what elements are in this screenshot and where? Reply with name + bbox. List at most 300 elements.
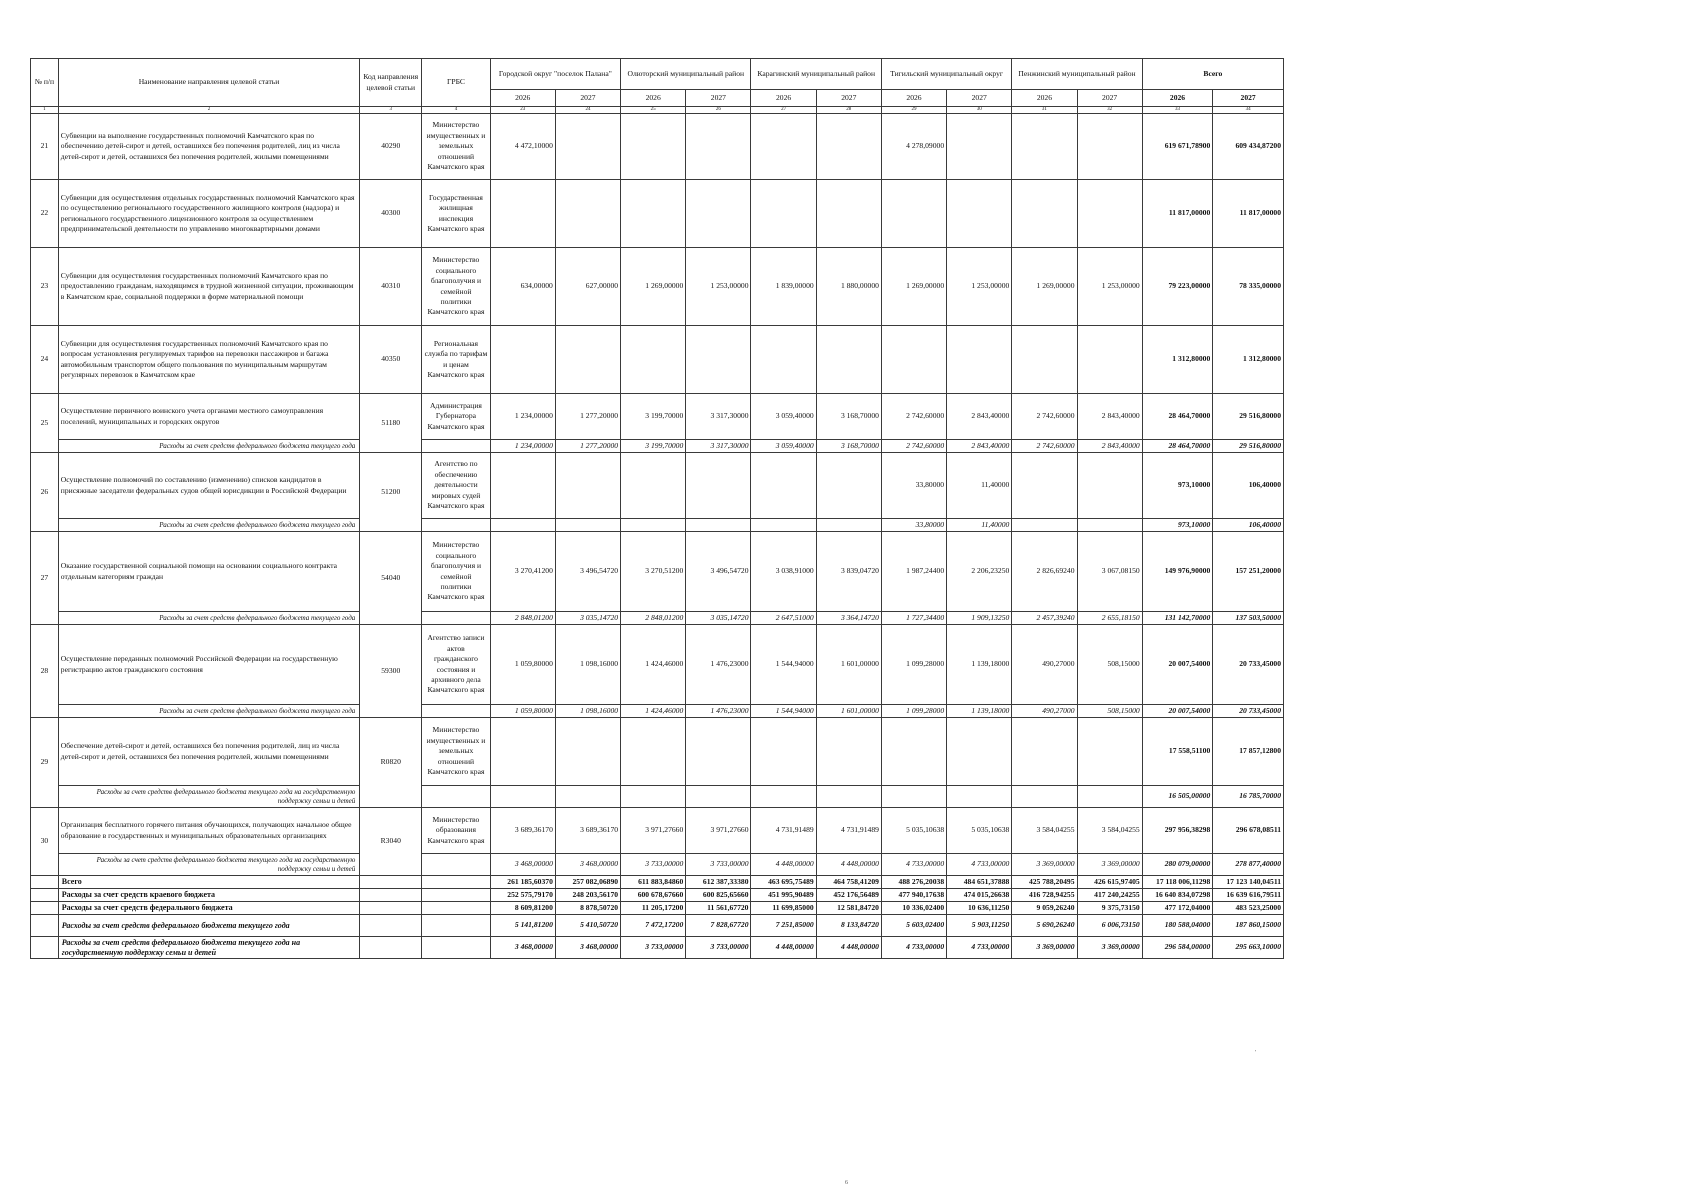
total-value-cell: 452 176,56489 (816, 889, 881, 902)
total-value-cell: 180 588,04000 (1142, 915, 1213, 937)
total-value-cell: 16 640 834,07298 (1142, 889, 1213, 902)
subtotal-value-cell: 1 601,00000 (816, 705, 881, 718)
value-cell (816, 326, 881, 394)
subtotal-value-cell: 20 733,45000 (1213, 705, 1284, 718)
subtotal-value-cell: 2 843,40000 (1077, 440, 1142, 453)
subtotal-value-cell (490, 519, 555, 532)
row-grbs: Региональная служба по тарифам и ценам Камчатского края (422, 326, 490, 394)
column-index-cell: 26 (686, 107, 751, 114)
row-code: 51200 (360, 453, 422, 532)
row-number: 25 (31, 394, 59, 453)
value-cell (947, 114, 1012, 180)
value-cell: 1 253,00000 (1077, 248, 1142, 326)
total-value-cell: 187 860,15000 (1213, 915, 1284, 937)
subtotal-value-cell: 3 035,14720 (686, 612, 751, 625)
total-value-cell: 252 575,79170 (490, 889, 555, 902)
total-value-cell: 295 663,10000 (1213, 937, 1284, 959)
total-value-cell: 4 448,00000 (751, 937, 816, 959)
row-description: Субвенции для осуществления государственных полномочий Камчатского края по вопросам установления регулируемых тарифов на перевозки пассажиров и багажа автомобильным транспортом общего пользования по муниципальным маршрутам регулярных перевозок в Камчатском крае (58, 326, 359, 394)
subtotal-row (31, 440, 1284, 453)
total-row (31, 889, 1284, 902)
subtotal-value-cell: 3 199,70000 (621, 440, 686, 453)
subtotal-value-cell: 33,80000 (881, 519, 946, 532)
value-cell: 1 839,00000 (751, 248, 816, 326)
value-cell (947, 180, 1012, 248)
subtotal-value-cell: 1 544,94000 (751, 705, 816, 718)
value-cell: 3 584,04255 (1077, 808, 1142, 854)
subtotal-grbs (422, 612, 490, 625)
value-cell (686, 326, 751, 394)
value-cell: 1 880,00000 (816, 248, 881, 326)
total-value-cell: 477 172,04000 (1142, 902, 1213, 915)
total-empty-cell (31, 915, 59, 937)
total-empty-cell (422, 902, 490, 915)
total-value-cell: 4 733,00000 (947, 937, 1012, 959)
value-cell: 5 035,10638 (947, 808, 1012, 854)
value-cell: 3 168,70000 (816, 394, 881, 440)
value-cell (1077, 718, 1142, 786)
value-cell: 11,40000 (947, 453, 1012, 519)
row-description: Субвенции для осуществления отдельных государственных полномочий Камчатского края по осуществлению регионального государственного жилищного контроля (надзора) и регионального государственного лицензионного контроля за осуществлением предпринимательской деятельности по управлению многоквартирными домами (58, 180, 359, 248)
column-index-cell: 34 (1213, 107, 1284, 114)
total-value-cell: 484 651,37888 (947, 876, 1012, 889)
group-header-penzhinsky: Пенжинский муниципальный район (1012, 59, 1142, 90)
total-empty-cell (360, 937, 422, 959)
value-cell (816, 180, 881, 248)
total-value-cell: 3 468,00000 (555, 937, 620, 959)
value-cell: 5 035,10638 (881, 808, 946, 854)
column-index-cell: 25 (621, 107, 686, 114)
value-cell: 3 317,30000 (686, 394, 751, 440)
row-grbs: Агентство по обеспечению деятельности мировых судей Камчатского края (422, 453, 490, 519)
value-cell: 4 472,10000 (490, 114, 555, 180)
column-index-cell: 1 (31, 107, 59, 114)
column-index-cell: 30 (947, 107, 1012, 114)
value-cell: 3 496,54720 (686, 532, 751, 612)
total-value-cell: 257 082,06890 (555, 876, 620, 889)
year-header: 2027 (1213, 90, 1284, 107)
subtotal-value-cell (947, 786, 1012, 808)
value-cell: 3 270,41200 (490, 532, 555, 612)
subtotal-grbs (422, 440, 490, 453)
value-cell (490, 180, 555, 248)
table-row (31, 625, 1284, 705)
value-cell: 33,80000 (881, 453, 946, 519)
total-row (31, 915, 1284, 937)
subtotal-value-cell: 1 059,80000 (490, 705, 555, 718)
value-cell (881, 180, 946, 248)
row-number: 21 (31, 114, 59, 180)
row-grbs: Агентство записи актов гражданского состояния и архивного дела Камчатского края (422, 625, 490, 705)
year-header: 2027 (816, 90, 881, 107)
value-cell: 1 312,80000 (1142, 326, 1213, 394)
value-cell (751, 718, 816, 786)
year-header: 2027 (686, 90, 751, 107)
group-header-total: Всего (1142, 59, 1283, 90)
value-cell: 1 234,00000 (490, 394, 555, 440)
row-description: Субвенции для осуществления государственных полномочий Камчатского края по предоставлению гражданам, находящимся в трудной жизненной ситуации, проживающим в Камчатском крае, социальной поддержки в форме материальной помощи (58, 248, 359, 326)
total-value-cell: 12 581,84720 (816, 902, 881, 915)
subtotal-row (31, 519, 1284, 532)
value-cell: 1 312,80000 (1213, 326, 1284, 394)
subtotal-value-cell: 3 369,00000 (1012, 854, 1077, 876)
total-value-cell: 600 825,65660 (686, 889, 751, 902)
group-header-tigilsky: Тигильский муниципальный округ (881, 59, 1011, 90)
total-value-cell: 11 561,67720 (686, 902, 751, 915)
subtotal-value-cell: 106,40000 (1213, 519, 1284, 532)
col-code-header: Код направления целевой статьи (360, 59, 422, 107)
value-cell: 2 843,40000 (947, 394, 1012, 440)
year-header: 2027 (555, 90, 620, 107)
subtotal-value-cell (1077, 786, 1142, 808)
table-row (31, 114, 1284, 180)
value-cell: 3 067,08150 (1077, 532, 1142, 612)
subtotal-value-cell: 3 733,00000 (621, 854, 686, 876)
subtotal-value-cell: 2 843,40000 (947, 440, 1012, 453)
total-empty-cell (31, 876, 59, 889)
total-value-cell: 3 369,00000 (1012, 937, 1077, 959)
total-empty-cell (360, 915, 422, 937)
value-cell (816, 718, 881, 786)
value-cell (1012, 718, 1077, 786)
subtotal-value-cell (751, 519, 816, 532)
value-cell (555, 718, 620, 786)
total-value-cell: 11 205,17200 (621, 902, 686, 915)
total-value-cell: 17 118 006,11298 (1142, 876, 1213, 889)
value-cell: 2 206,23250 (947, 532, 1012, 612)
total-value-cell: 483 523,25000 (1213, 902, 1284, 915)
year-header: 2026 (490, 90, 555, 107)
value-cell: 1 098,16000 (555, 625, 620, 705)
subtotal-row (31, 612, 1284, 625)
column-index-cell: 23 (490, 107, 555, 114)
value-cell (751, 453, 816, 519)
year-header: 2026 (1012, 90, 1077, 107)
subtotal-value-cell: 137 503,50000 (1213, 612, 1284, 625)
row-code: 51180 (360, 394, 422, 453)
subtotal-value-cell: 278 877,40000 (1213, 854, 1284, 876)
row-code: R0820 (360, 718, 422, 808)
year-header: 2026 (881, 90, 946, 107)
year-header: 2026 (751, 90, 816, 107)
subtotal-value-cell: 1 424,46000 (621, 705, 686, 718)
column-index-cell: 29 (881, 107, 946, 114)
year-header: 2026 (1142, 90, 1213, 107)
total-empty-cell (360, 889, 422, 902)
column-index-cell: 4 (422, 107, 490, 114)
value-cell: 4 731,91489 (751, 808, 816, 854)
subtotal-value-cell: 3 364,14720 (816, 612, 881, 625)
subtotal-label: Расходы за счет средств федерального бюджета текущего года на государственную поддержку семьи и детей (58, 854, 359, 876)
total-value-cell: 5 603,02400 (881, 915, 946, 937)
value-cell: 627,00000 (555, 248, 620, 326)
col-grbs-header: ГРБС (422, 59, 490, 107)
row-number: 23 (31, 248, 59, 326)
value-cell: 106,40000 (1213, 453, 1284, 519)
total-value-cell: 4 448,00000 (816, 937, 881, 959)
value-cell: 297 956,38298 (1142, 808, 1213, 854)
total-row (31, 937, 1284, 959)
col-name-header: Наименование направления целевой статьи (58, 59, 359, 107)
table-row (31, 453, 1284, 519)
subtotal-value-cell: 3 317,30000 (686, 440, 751, 453)
total-value-cell: 8 878,50720 (555, 902, 620, 915)
total-value-cell: 7 251,85000 (751, 915, 816, 937)
total-value-cell: 8 133,84720 (816, 915, 881, 937)
total-value-cell: 7 828,67720 (686, 915, 751, 937)
value-cell (947, 326, 1012, 394)
subtotal-value-cell: 20 007,54000 (1142, 705, 1213, 718)
subtotal-value-cell (686, 786, 751, 808)
subtotal-value-cell: 508,15000 (1077, 705, 1142, 718)
row-code: 40300 (360, 180, 422, 248)
total-empty-cell (422, 937, 490, 959)
value-cell: 1 269,00000 (621, 248, 686, 326)
row-grbs: Государственная жилищная инспекция Камчатского края (422, 180, 490, 248)
subtotal-label: Расходы за счет средств федерального бюджета текущего года (58, 440, 359, 453)
subtotal-value-cell: 1 909,13250 (947, 612, 1012, 625)
total-empty-cell (422, 889, 490, 902)
value-cell: 4 278,09000 (881, 114, 946, 180)
total-value-cell: 5 690,26240 (1012, 915, 1077, 937)
value-cell (1012, 453, 1077, 519)
value-cell: 11 817,00000 (1142, 180, 1213, 248)
value-cell (555, 326, 620, 394)
subtotal-value-cell: 1 139,18000 (947, 705, 1012, 718)
subtotal-value-cell: 1 234,00000 (490, 440, 555, 453)
subtotal-value-cell: 973,10000 (1142, 519, 1213, 532)
subtotal-value-cell: 3 468,00000 (490, 854, 555, 876)
corner-mark: ' (1255, 1050, 1257, 1056)
row-grbs: Министерство социального благополучия и семейной политики Камчатского края (422, 532, 490, 612)
subtotal-value-cell (490, 786, 555, 808)
subtotal-value-cell: 2 647,51000 (751, 612, 816, 625)
column-index-cell: 3 (360, 107, 422, 114)
header-row-1 (31, 59, 1284, 90)
value-cell: 3 199,70000 (621, 394, 686, 440)
value-cell (555, 453, 620, 519)
total-value-cell: 417 240,24255 (1077, 889, 1142, 902)
column-index-cell: 32 (1077, 107, 1142, 114)
value-cell: 609 434,87200 (1213, 114, 1284, 180)
total-value-cell: 261 185,60370 (490, 876, 555, 889)
subtotal-value-cell (1012, 786, 1077, 808)
value-cell: 1 253,00000 (686, 248, 751, 326)
row-code: 40290 (360, 114, 422, 180)
subtotal-value-cell: 3 468,00000 (555, 854, 620, 876)
table-row (31, 180, 1284, 248)
subtotal-label: Расходы за счет средств федерального бюджета текущего года (58, 519, 359, 532)
subtotal-value-cell (1077, 519, 1142, 532)
value-cell (881, 326, 946, 394)
subtotal-value-cell (621, 786, 686, 808)
total-value-cell: 11 699,85000 (751, 902, 816, 915)
subtotal-value-cell: 3 168,70000 (816, 440, 881, 453)
year-header: 2027 (947, 90, 1012, 107)
total-value-cell: 5 141,81200 (490, 915, 555, 937)
value-cell (1077, 453, 1142, 519)
subtotal-value-cell (816, 786, 881, 808)
value-cell (555, 180, 620, 248)
subtotal-value-cell (555, 786, 620, 808)
subtotal-value-cell: 280 079,00000 (1142, 854, 1213, 876)
column-index-cell: 31 (1012, 107, 1077, 114)
subtotal-row (31, 854, 1284, 876)
value-cell: 1 269,00000 (881, 248, 946, 326)
value-cell: 78 335,00000 (1213, 248, 1284, 326)
subtotal-value-cell: 1 277,20000 (555, 440, 620, 453)
subtotal-value-cell (686, 519, 751, 532)
row-description: Осуществление переданных полномочий Российской Федерации на государственную регистрацию актов гражданского состояния (58, 625, 359, 705)
row-grbs: Министерство социального благополучия и семейной политики Камчатского края (422, 248, 490, 326)
subtotal-value-cell: 4 448,00000 (816, 854, 881, 876)
value-cell: 157 251,20000 (1213, 532, 1284, 612)
subtotal-value-cell: 1 727,34400 (881, 612, 946, 625)
value-cell: 2 742,60000 (881, 394, 946, 440)
total-value-cell: 3 733,00000 (686, 937, 751, 959)
subtotal-value-cell: 11,40000 (947, 519, 1012, 532)
subtotal-value-cell: 131 142,70000 (1142, 612, 1213, 625)
value-cell: 29 516,80000 (1213, 394, 1284, 440)
row-code: 40350 (360, 326, 422, 394)
group-header-olyutorsky: Олюторский муниципальный район (621, 59, 751, 90)
row-description: Осуществление полномочий по составлению (изменению) списков кандидатов в присяжные заседатели федеральных судов общей юрисдикции в Российской Федерации (58, 453, 359, 519)
total-empty-cell (422, 915, 490, 937)
value-cell: 1 601,00000 (816, 625, 881, 705)
total-empty-cell (31, 889, 59, 902)
row-code: R3040 (360, 808, 422, 876)
year-header: 2026 (621, 90, 686, 107)
subtotal-value-cell: 4 733,00000 (947, 854, 1012, 876)
row-code: 54040 (360, 532, 422, 625)
total-value-cell: 10 636,11250 (947, 902, 1012, 915)
total-value-cell: 7 472,17200 (621, 915, 686, 937)
total-label: Всего (58, 876, 359, 889)
group-header-palana: Городской округ "поселок Палана" (490, 59, 620, 90)
value-cell: 20 733,45000 (1213, 625, 1284, 705)
row-grbs: Администрация Губернатора Камчатского края (422, 394, 490, 440)
value-cell (816, 453, 881, 519)
subtotal-value-cell: 4 733,00000 (881, 854, 946, 876)
total-value-cell: 611 883,84860 (621, 876, 686, 889)
total-value-cell: 8 609,81200 (490, 902, 555, 915)
row-code: 59300 (360, 625, 422, 718)
value-cell (881, 718, 946, 786)
total-value-cell: 3 369,00000 (1077, 937, 1142, 959)
value-cell: 508,15000 (1077, 625, 1142, 705)
table-row (31, 718, 1284, 786)
subtotal-row (31, 705, 1284, 718)
total-value-cell: 451 995,90489 (751, 889, 816, 902)
value-cell (947, 718, 1012, 786)
value-cell: 3 270,51200 (621, 532, 686, 612)
total-value-cell: 5 903,11250 (947, 915, 1012, 937)
value-cell (621, 453, 686, 519)
subtotal-value-cell: 3 059,40000 (751, 440, 816, 453)
value-cell: 28 464,70000 (1142, 394, 1213, 440)
subtotal-value-cell: 1 098,16000 (555, 705, 620, 718)
column-index-cell: 27 (751, 107, 816, 114)
column-index-row (31, 107, 1284, 114)
value-cell: 3 038,91000 (751, 532, 816, 612)
subtotal-grbs (422, 854, 490, 876)
value-cell (621, 180, 686, 248)
table-row (31, 394, 1284, 440)
subtotal-label: Расходы за счет средств федерального бюджета текущего года (58, 612, 359, 625)
total-label: Расходы за счет средств федерального бюджета текущего года (58, 915, 359, 937)
subtotal-value-cell: 3 369,00000 (1077, 854, 1142, 876)
value-cell: 3 689,36170 (555, 808, 620, 854)
group-header-karaginsky: Карагинский муниципальный район (751, 59, 881, 90)
total-value-cell: 425 788,20495 (1012, 876, 1077, 889)
total-value-cell: 612 387,33380 (686, 876, 751, 889)
subtotal-value-cell (555, 519, 620, 532)
subtotal-value-cell: 28 464,70000 (1142, 440, 1213, 453)
value-cell (751, 114, 816, 180)
col-number-header: № п/п (31, 59, 59, 107)
value-cell: 3 971,27660 (686, 808, 751, 854)
value-cell (1012, 326, 1077, 394)
subtotal-value-cell (751, 786, 816, 808)
subtotal-value-cell: 2 848,01200 (621, 612, 686, 625)
budget-document (30, 58, 1284, 959)
value-cell: 1 059,80000 (490, 625, 555, 705)
total-empty-cell (31, 937, 59, 959)
value-cell: 3 059,40000 (751, 394, 816, 440)
total-value-cell: 477 940,17638 (881, 889, 946, 902)
value-cell: 17 558,51100 (1142, 718, 1213, 786)
total-value-cell: 10 336,02400 (881, 902, 946, 915)
subtotal-value-cell: 2 742,60000 (881, 440, 946, 453)
row-number: 22 (31, 180, 59, 248)
value-cell: 17 857,12800 (1213, 718, 1284, 786)
value-cell: 3 584,04255 (1012, 808, 1077, 854)
value-cell: 1 987,24400 (881, 532, 946, 612)
value-cell (816, 114, 881, 180)
total-value-cell: 9 375,73150 (1077, 902, 1142, 915)
column-index-cell: 33 (1142, 107, 1213, 114)
row-grbs: Министерство имущественных и земельных отношений Камчатского края (422, 114, 490, 180)
subtotal-value-cell (621, 519, 686, 532)
value-cell (686, 718, 751, 786)
value-cell: 2 826,69240 (1012, 532, 1077, 612)
value-cell: 3 496,54720 (555, 532, 620, 612)
column-index-cell: 2 (58, 107, 359, 114)
row-number: 24 (31, 326, 59, 394)
value-cell: 3 839,04720 (816, 532, 881, 612)
total-value-cell: 6 006,73150 (1077, 915, 1142, 937)
subtotal-value-cell: 1 099,28000 (881, 705, 946, 718)
table-row (31, 248, 1284, 326)
value-cell: 634,00000 (490, 248, 555, 326)
row-number: 27 (31, 532, 59, 625)
total-label: Расходы за счет средств федерального бюджета (58, 902, 359, 915)
value-cell: 11 817,00000 (1213, 180, 1284, 248)
total-value-cell: 5 410,50720 (555, 915, 620, 937)
value-cell (686, 114, 751, 180)
row-description: Оказание государственной социальной помощи на основании социального контракта отдельным категориям граждан (58, 532, 359, 612)
total-row (31, 876, 1284, 889)
column-index-cell: 28 (816, 107, 881, 114)
value-cell: 79 223,00000 (1142, 248, 1213, 326)
subtotal-value-cell (881, 786, 946, 808)
value-cell (1077, 180, 1142, 248)
row-number: 28 (31, 625, 59, 718)
value-cell: 973,10000 (1142, 453, 1213, 519)
value-cell (490, 453, 555, 519)
table-row (31, 326, 1284, 394)
table-row (31, 532, 1284, 612)
